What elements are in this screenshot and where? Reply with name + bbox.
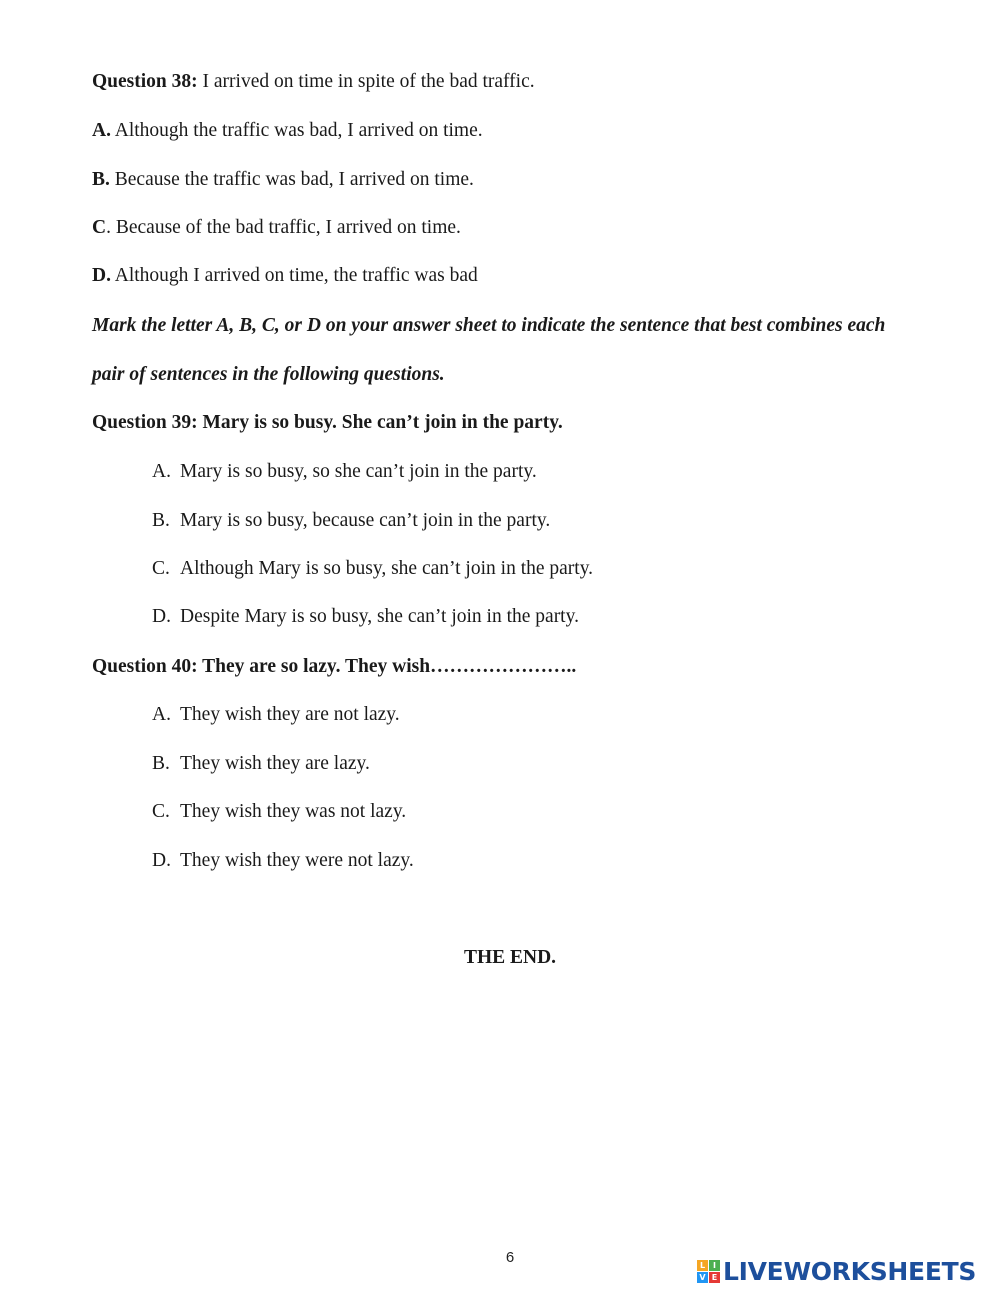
option-text: They wish they are lazy. — [180, 753, 370, 774]
option-letter: C. — [152, 801, 170, 822]
q38-option-d — [92, 264, 478, 288]
option-letter: A. — [152, 704, 171, 725]
logo-mark-letter: E — [709, 1272, 720, 1283]
option-letter: B. — [92, 169, 110, 190]
logo-text: LIVEWORKSHEETS — [723, 1256, 977, 1286]
q38-option-c — [92, 216, 461, 240]
page-number: 6 — [505, 1249, 515, 1266]
q39-option-c — [152, 557, 593, 581]
instruction-line-1: Mark the letter A, B, C, or D on your answer sheet to indicate the sentence that best combines each — [92, 315, 886, 336]
option-letter: A. — [92, 120, 111, 141]
logo-mark-letter: V — [697, 1272, 708, 1283]
instruction-line-2: pair of sentences in the following questions. — [92, 364, 445, 385]
question-40-title: Question 40: They are so lazy. They wish………………….. — [92, 656, 577, 677]
option-text: Mary is so busy, because can’t join in the party. — [180, 510, 551, 531]
option-text: Although the traffic was bad, I arrived on time. — [110, 120, 483, 141]
q39-option-a — [152, 460, 537, 484]
option-letter: A. — [152, 461, 171, 482]
q39-option-d — [152, 605, 579, 629]
q38-option-b — [92, 168, 474, 192]
liveworksheets-logo[interactable] — [697, 1256, 976, 1286]
q40-option-c — [152, 800, 406, 824]
option-letter: C — [92, 217, 107, 238]
option-letter: B. — [152, 510, 170, 531]
option-text: Because the traffic was bad, I arrived on time. — [109, 169, 474, 190]
option-text: Although Mary is so busy, she can’t join in the party. — [180, 558, 594, 579]
logo-mark-letter: L — [697, 1260, 708, 1271]
logo-mark-letter: I — [709, 1260, 720, 1271]
q40-option-d — [152, 849, 414, 873]
option-letter: D. — [92, 265, 111, 286]
option-letter: D. — [152, 606, 171, 627]
logo-mark-icon — [697, 1260, 720, 1283]
option-text: They wish they are not lazy. — [180, 704, 400, 725]
the-end-heading: THE END. — [463, 947, 557, 968]
option-text: Although I arrived on time, the traffic was bad — [110, 265, 478, 286]
option-text: They wish they were not lazy. — [180, 850, 414, 871]
q39-option-b — [152, 509, 550, 533]
question-38-label: Question 38: — [92, 71, 198, 92]
question-38-text: I arrived on time in spite of the bad traffic. — [197, 71, 535, 92]
option-text: Despite Mary is so busy, she can’t join in the party. — [180, 606, 579, 627]
option-text: Mary is so busy, so she can’t join in the party. — [180, 461, 537, 482]
option-letter: D. — [152, 850, 171, 871]
option-text: . Because of the bad traffic, I arrived on time. — [106, 217, 461, 238]
q40-option-b — [152, 752, 370, 776]
q38-option-a — [92, 119, 483, 143]
option-letter: C. — [152, 558, 170, 579]
q40-option-a — [152, 703, 400, 727]
question-39-title: Question 39: Mary is so busy. She can’t join in the party. — [92, 412, 563, 433]
option-text: They wish they was not lazy. — [180, 801, 407, 822]
question-38 — [92, 70, 535, 94]
option-letter: B. — [152, 753, 170, 774]
